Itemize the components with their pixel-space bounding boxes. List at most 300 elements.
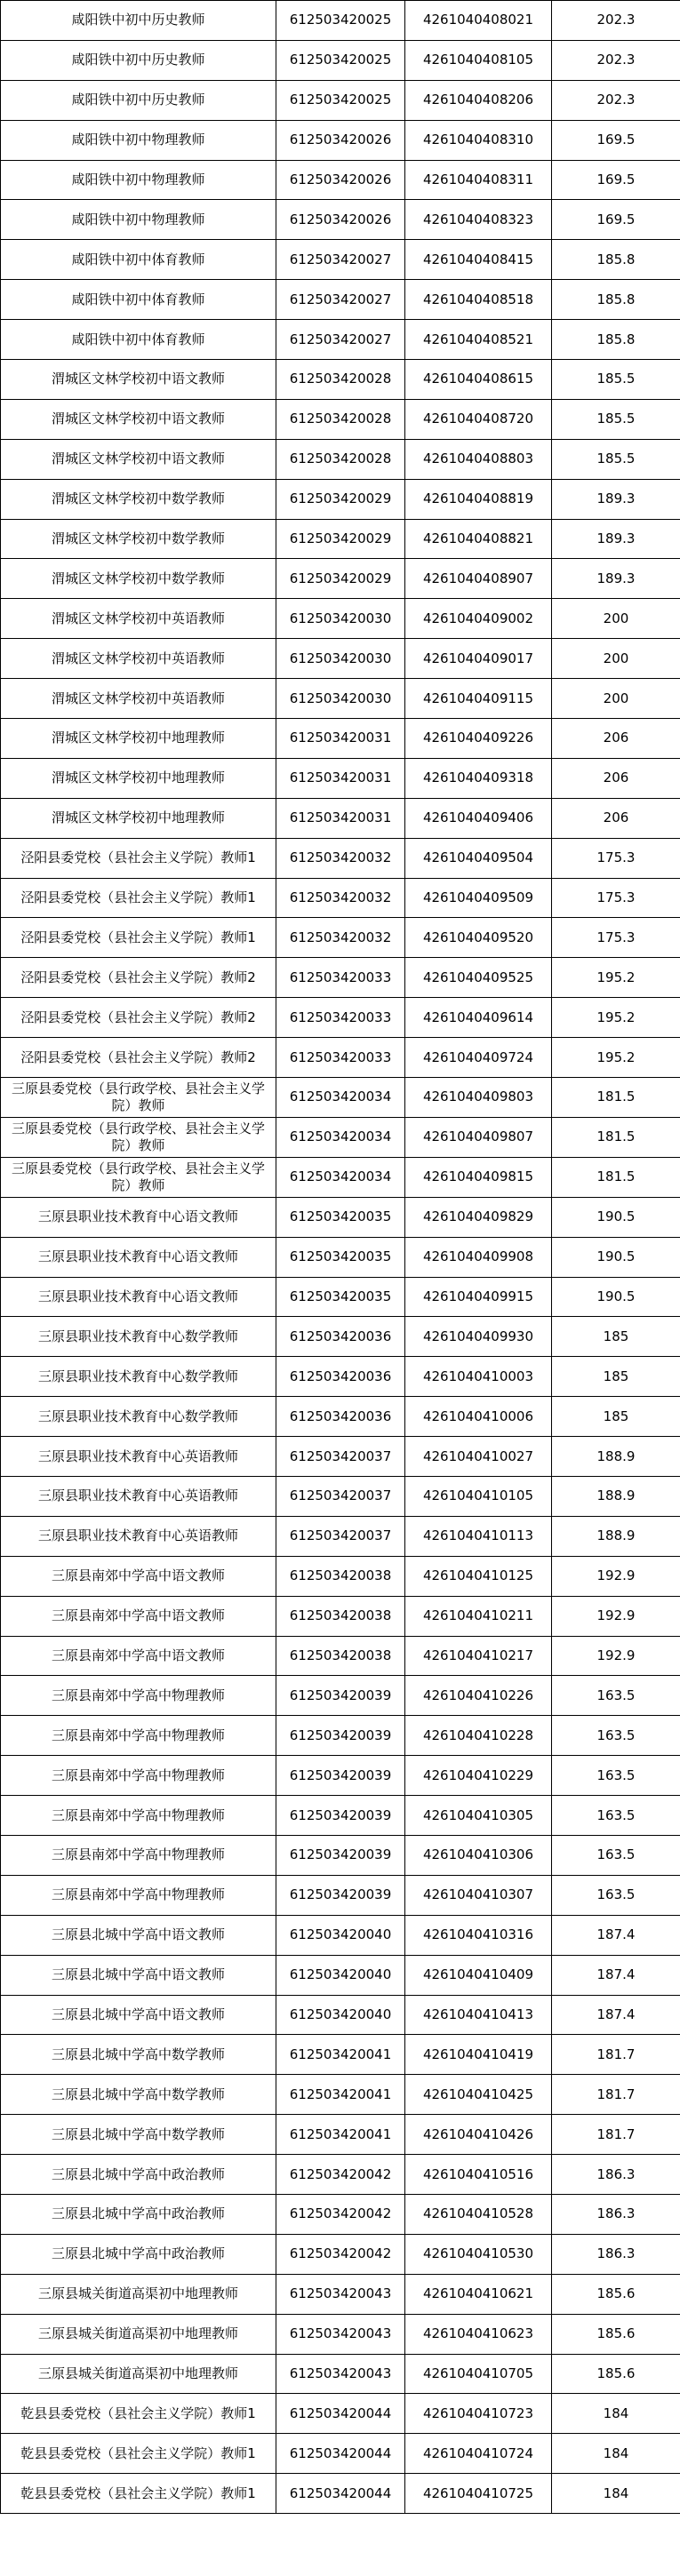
position-cell: 渭城区文林学校初中数学教师 bbox=[1, 479, 276, 519]
score-cell: 200 bbox=[552, 639, 680, 679]
position-code-cell: 612503420034 bbox=[276, 1157, 405, 1197]
score-cell: 186.3 bbox=[552, 2234, 680, 2274]
table-row bbox=[1, 1476, 680, 1516]
table-row bbox=[1, 2274, 680, 2314]
score-cell: 192.9 bbox=[552, 1556, 680, 1596]
position-cell: 渭城区文林学校初中语文教师 bbox=[1, 360, 276, 400]
exam-number-cell: 4261040409504 bbox=[405, 838, 552, 878]
table-row bbox=[1, 2354, 680, 2394]
position-code-cell: 612503420043 bbox=[276, 2274, 405, 2314]
table-row bbox=[1, 679, 680, 719]
position-cell: 三原县职业技术教育中心数学教师 bbox=[1, 1357, 276, 1397]
position-cell: 乾县县委党校（县社会主义学院）教师1 bbox=[1, 2394, 276, 2434]
table-row bbox=[1, 1915, 680, 1955]
position-code-cell: 612503420029 bbox=[276, 479, 405, 519]
position-code-cell: 612503420030 bbox=[276, 639, 405, 679]
position-code-cell: 612503420030 bbox=[276, 679, 405, 719]
table-row bbox=[1, 998, 680, 1038]
score-cell: 185 bbox=[552, 1397, 680, 1437]
position-code-cell: 612503420042 bbox=[276, 2155, 405, 2195]
position-cell: 三原县职业技术教育中心英语教师 bbox=[1, 1516, 276, 1556]
position-cell: 三原县北城中学高中数学教师 bbox=[1, 2115, 276, 2155]
table-row bbox=[1, 1078, 680, 1118]
exam-number-cell: 4261040410305 bbox=[405, 1796, 552, 1836]
score-cell: 185.8 bbox=[552, 280, 680, 320]
table-row bbox=[1, 1556, 680, 1596]
position-code-cell: 612503420037 bbox=[276, 1437, 405, 1477]
exam-number-cell: 4261040410419 bbox=[405, 2035, 552, 2075]
score-cell: 189.3 bbox=[552, 559, 680, 599]
position-code-cell: 612503420028 bbox=[276, 439, 405, 479]
table-row bbox=[1, 918, 680, 958]
table-row bbox=[1, 1955, 680, 1995]
exam-number-cell: 4261040409908 bbox=[405, 1237, 552, 1277]
position-cell: 三原县南郊中学高中语文教师 bbox=[1, 1556, 276, 1596]
table-row bbox=[1, 1716, 680, 1756]
position-code-cell: 612503420036 bbox=[276, 1397, 405, 1437]
score-cell: 206 bbox=[552, 719, 680, 759]
position-cell: 渭城区文林学校初中英语教师 bbox=[1, 679, 276, 719]
table-row bbox=[1, 1277, 680, 1317]
position-code-cell: 612503420041 bbox=[276, 2035, 405, 2075]
table-row bbox=[1, 639, 680, 679]
exam-number-cell: 4261040409807 bbox=[405, 1117, 552, 1157]
position-cell: 渭城区文林学校初中地理教师 bbox=[1, 719, 276, 759]
exam-number-cell: 4261040409002 bbox=[405, 599, 552, 639]
position-cell: 渭城区文林学校初中英语教师 bbox=[1, 599, 276, 639]
score-cell: 188.9 bbox=[552, 1476, 680, 1516]
score-cell: 186.3 bbox=[552, 2194, 680, 2234]
position-code-cell: 612503420042 bbox=[276, 2194, 405, 2234]
position-cell: 三原县北城中学高中政治教师 bbox=[1, 2155, 276, 2195]
exam-number-cell: 4261040410425 bbox=[405, 2075, 552, 2115]
position-code-cell: 612503420038 bbox=[276, 1636, 405, 1676]
position-code-cell: 612503420036 bbox=[276, 1317, 405, 1357]
position-cell: 泾阳县委党校（县社会主义学院）教师2 bbox=[1, 1038, 276, 1078]
score-cell: 192.9 bbox=[552, 1596, 680, 1636]
position-cell: 三原县北城中学高中数学教师 bbox=[1, 2075, 276, 2115]
exam-number-cell: 4261040410426 bbox=[405, 2115, 552, 2155]
position-code-cell: 612503420040 bbox=[276, 1915, 405, 1955]
position-code-cell: 612503420028 bbox=[276, 360, 405, 400]
position-cell: 咸阳铁中初中物理教师 bbox=[1, 200, 276, 240]
table-row bbox=[1, 1835, 680, 1875]
position-code-cell: 612503420032 bbox=[276, 838, 405, 878]
score-cell: 185.5 bbox=[552, 360, 680, 400]
table-row bbox=[1, 1596, 680, 1636]
exam-number-cell: 4261040408206 bbox=[405, 80, 552, 120]
score-cell: 185.8 bbox=[552, 240, 680, 280]
position-cell: 三原县南郊中学高中语文教师 bbox=[1, 1596, 276, 1636]
table-row bbox=[1, 280, 680, 320]
position-cell: 三原县南郊中学高中物理教师 bbox=[1, 1756, 276, 1796]
exam-number-cell: 4261040408415 bbox=[405, 240, 552, 280]
position-code-cell: 612503420029 bbox=[276, 559, 405, 599]
table-row bbox=[1, 200, 680, 240]
exam-number-cell: 4261040409614 bbox=[405, 998, 552, 1038]
table-row bbox=[1, 719, 680, 759]
score-cell: 185.6 bbox=[552, 2274, 680, 2314]
exam-number-cell: 4261040408323 bbox=[405, 200, 552, 240]
score-cell: 169.5 bbox=[552, 200, 680, 240]
position-cell: 三原县北城中学高中政治教师 bbox=[1, 2194, 276, 2234]
position-cell: 三原县职业技术教育中心语文教师 bbox=[1, 1277, 276, 1317]
exam-number-cell: 4261040409930 bbox=[405, 1317, 552, 1357]
table-row bbox=[1, 2394, 680, 2434]
exam-number-cell: 4261040409017 bbox=[405, 639, 552, 679]
position-code-cell: 612503420025 bbox=[276, 80, 405, 120]
exam-number-cell: 4261040410623 bbox=[405, 2314, 552, 2354]
position-code-cell: 612503420027 bbox=[276, 320, 405, 360]
position-cell: 三原县职业技术教育中心数学教师 bbox=[1, 1397, 276, 1437]
score-cell: 206 bbox=[552, 758, 680, 798]
score-cell: 181.5 bbox=[552, 1157, 680, 1197]
position-cell: 三原县委党校（县行政学校、县社会主义学院）教师 bbox=[1, 1117, 276, 1157]
position-cell: 三原县城关街道高渠初中地理教师 bbox=[1, 2354, 276, 2394]
position-cell: 三原县城关街道高渠初中地理教师 bbox=[1, 2274, 276, 2314]
table-row bbox=[1, 1516, 680, 1556]
exam-number-cell: 4261040410027 bbox=[405, 1437, 552, 1477]
score-cell: 195.2 bbox=[552, 998, 680, 1038]
position-code-cell: 612503420039 bbox=[276, 1716, 405, 1756]
position-cell: 三原县南郊中学高中物理教师 bbox=[1, 1875, 276, 1915]
table-row bbox=[1, 80, 680, 120]
score-cell: 181.7 bbox=[552, 2075, 680, 2115]
table-row bbox=[1, 1357, 680, 1397]
position-code-cell: 612503420025 bbox=[276, 1, 405, 41]
position-code-cell: 612503420027 bbox=[276, 240, 405, 280]
position-code-cell: 612503420036 bbox=[276, 1357, 405, 1397]
position-cell: 三原县北城中学高中政治教师 bbox=[1, 2234, 276, 2274]
table-row bbox=[1, 240, 680, 280]
score-cell: 200 bbox=[552, 679, 680, 719]
table-row bbox=[1, 2434, 680, 2474]
position-code-cell: 612503420041 bbox=[276, 2075, 405, 2115]
position-cell: 三原县南郊中学高中语文教师 bbox=[1, 1636, 276, 1676]
exam-number-cell: 4261040408615 bbox=[405, 360, 552, 400]
exam-number-cell: 4261040410409 bbox=[405, 1955, 552, 1995]
score-cell: 188.9 bbox=[552, 1516, 680, 1556]
position-cell: 三原县北城中学高中语文教师 bbox=[1, 1955, 276, 1995]
exam-number-cell: 4261040409915 bbox=[405, 1277, 552, 1317]
exam-number-cell: 4261040409803 bbox=[405, 1078, 552, 1118]
score-cell: 181.7 bbox=[552, 2035, 680, 2075]
score-cell: 163.5 bbox=[552, 1756, 680, 1796]
table-row bbox=[1, 2234, 680, 2274]
position-code-cell: 612503420035 bbox=[276, 1237, 405, 1277]
score-cell: 163.5 bbox=[552, 1835, 680, 1875]
position-code-cell: 612503420033 bbox=[276, 1038, 405, 1078]
score-cell: 185 bbox=[552, 1357, 680, 1397]
position-code-cell: 612503420032 bbox=[276, 918, 405, 958]
position-cell: 三原县南郊中学高中物理教师 bbox=[1, 1676, 276, 1716]
table-row bbox=[1, 2115, 680, 2155]
position-code-cell: 612503420025 bbox=[276, 40, 405, 80]
position-code-cell: 612503420044 bbox=[276, 2434, 405, 2474]
position-code-cell: 612503420038 bbox=[276, 1556, 405, 1596]
table-row bbox=[1, 2314, 680, 2354]
position-code-cell: 612503420037 bbox=[276, 1476, 405, 1516]
score-cell: 163.5 bbox=[552, 1676, 680, 1716]
position-cell: 渭城区文林学校初中地理教师 bbox=[1, 758, 276, 798]
score-cell: 185.5 bbox=[552, 439, 680, 479]
position-cell: 咸阳铁中初中体育教师 bbox=[1, 320, 276, 360]
position-cell: 渭城区文林学校初中地理教师 bbox=[1, 798, 276, 838]
exam-number-cell: 4261040408803 bbox=[405, 439, 552, 479]
table-row bbox=[1, 1796, 680, 1836]
score-cell: 202.3 bbox=[552, 1, 680, 41]
exam-number-cell: 4261040410226 bbox=[405, 1676, 552, 1716]
exam-number-cell: 4261040409520 bbox=[405, 918, 552, 958]
score-cell: 190.5 bbox=[552, 1237, 680, 1277]
table-row bbox=[1, 798, 680, 838]
position-cell: 乾县县委党校（县社会主义学院）教师1 bbox=[1, 2474, 276, 2514]
position-code-cell: 612503420044 bbox=[276, 2474, 405, 2514]
position-code-cell: 612503420029 bbox=[276, 519, 405, 559]
score-cell: 195.2 bbox=[552, 1038, 680, 1078]
exam-number-cell: 4261040410006 bbox=[405, 1397, 552, 1437]
table-row bbox=[1, 40, 680, 80]
score-cell: 192.9 bbox=[552, 1636, 680, 1676]
position-code-cell: 612503420040 bbox=[276, 1955, 405, 1995]
exam-number-cell: 4261040410003 bbox=[405, 1357, 552, 1397]
position-code-cell: 612503420033 bbox=[276, 958, 405, 998]
score-cell: 185.6 bbox=[552, 2314, 680, 2354]
table-row bbox=[1, 360, 680, 400]
exam-number-cell: 4261040410217 bbox=[405, 1636, 552, 1676]
position-code-cell: 612503420032 bbox=[276, 878, 405, 918]
exam-number-cell: 4261040408311 bbox=[405, 160, 552, 200]
table-row bbox=[1, 599, 680, 639]
table-row bbox=[1, 320, 680, 360]
table-row bbox=[1, 2075, 680, 2115]
score-cell: 202.3 bbox=[552, 80, 680, 120]
exam-number-cell: 4261040410316 bbox=[405, 1915, 552, 1955]
score-cell: 185.8 bbox=[552, 320, 680, 360]
table-row bbox=[1, 160, 680, 200]
position-cell: 咸阳铁中初中物理教师 bbox=[1, 120, 276, 160]
position-code-cell: 612503420038 bbox=[276, 1596, 405, 1636]
score-cell: 189.3 bbox=[552, 519, 680, 559]
position-code-cell: 612503420044 bbox=[276, 2394, 405, 2434]
position-cell: 泾阳县委党校（县社会主义学院）教师1 bbox=[1, 838, 276, 878]
score-cell: 188.9 bbox=[552, 1437, 680, 1477]
score-cell: 185 bbox=[552, 1317, 680, 1357]
table-row bbox=[1, 1237, 680, 1277]
exam-number-cell: 4261040410723 bbox=[405, 2394, 552, 2434]
table-row bbox=[1, 1117, 680, 1157]
position-cell: 三原县北城中学高中数学教师 bbox=[1, 2035, 276, 2075]
exam-number-cell: 4261040408821 bbox=[405, 519, 552, 559]
score-cell: 206 bbox=[552, 798, 680, 838]
table-row bbox=[1, 1995, 680, 2035]
score-cell: 186.3 bbox=[552, 2155, 680, 2195]
position-cell: 三原县职业技术教育中心英语教师 bbox=[1, 1476, 276, 1516]
table-row bbox=[1, 1676, 680, 1716]
position-code-cell: 612503420041 bbox=[276, 2115, 405, 2155]
score-cell: 175.3 bbox=[552, 918, 680, 958]
exam-number-cell: 4261040410113 bbox=[405, 1516, 552, 1556]
position-cell: 咸阳铁中初中历史教师 bbox=[1, 1, 276, 41]
exam-number-cell: 4261040410516 bbox=[405, 2155, 552, 2195]
exam-number-cell: 4261040408720 bbox=[405, 399, 552, 439]
score-cell: 187.4 bbox=[552, 1955, 680, 1995]
exam-number-cell: 4261040410211 bbox=[405, 1596, 552, 1636]
position-cell: 三原县委党校（县行政学校、县社会主义学院）教师 bbox=[1, 1078, 276, 1118]
score-cell: 181.7 bbox=[552, 2115, 680, 2155]
position-cell: 三原县城关街道高渠初中地理教师 bbox=[1, 2314, 276, 2354]
score-cell: 169.5 bbox=[552, 160, 680, 200]
table-row bbox=[1, 1756, 680, 1796]
exam-number-cell: 4261040408907 bbox=[405, 559, 552, 599]
position-cell: 咸阳铁中初中物理教师 bbox=[1, 160, 276, 200]
table-row bbox=[1, 2474, 680, 2514]
table-row bbox=[1, 958, 680, 998]
position-cell: 渭城区文林学校初中语文教师 bbox=[1, 439, 276, 479]
position-cell: 三原县南郊中学高中物理教师 bbox=[1, 1835, 276, 1875]
exam-number-cell: 4261040408819 bbox=[405, 479, 552, 519]
score-cell: 189.3 bbox=[552, 479, 680, 519]
position-code-cell: 612503420034 bbox=[276, 1117, 405, 1157]
position-cell: 三原县职业技术教育中心语文教师 bbox=[1, 1197, 276, 1237]
exam-number-cell: 4261040409406 bbox=[405, 798, 552, 838]
position-code-cell: 612503420028 bbox=[276, 399, 405, 439]
position-code-cell: 612503420033 bbox=[276, 998, 405, 1038]
exam-number-cell: 4261040409509 bbox=[405, 878, 552, 918]
exam-number-cell: 4261040408310 bbox=[405, 120, 552, 160]
table-row bbox=[1, 1157, 680, 1197]
position-code-cell: 612503420039 bbox=[276, 1835, 405, 1875]
position-cell: 渭城区文林学校初中数学教师 bbox=[1, 519, 276, 559]
position-cell: 三原县职业技术教育中心英语教师 bbox=[1, 1437, 276, 1477]
table-row bbox=[1, 1636, 680, 1676]
position-code-cell: 612503420039 bbox=[276, 1676, 405, 1716]
position-code-cell: 612503420034 bbox=[276, 1078, 405, 1118]
table-row bbox=[1, 559, 680, 599]
position-code-cell: 612503420035 bbox=[276, 1197, 405, 1237]
position-cell: 三原县职业技术教育中心数学教师 bbox=[1, 1317, 276, 1357]
position-cell: 泾阳县委党校（县社会主义学院）教师1 bbox=[1, 918, 276, 958]
table-row bbox=[1, 2194, 680, 2234]
score-cell: 169.5 bbox=[552, 120, 680, 160]
position-code-cell: 612503420026 bbox=[276, 200, 405, 240]
table-row bbox=[1, 1317, 680, 1357]
table-row bbox=[1, 1197, 680, 1237]
position-cell: 泾阳县委党校（县社会主义学院）教师1 bbox=[1, 878, 276, 918]
position-code-cell: 612503420039 bbox=[276, 1756, 405, 1796]
exam-number-cell: 4261040408518 bbox=[405, 280, 552, 320]
position-cell: 咸阳铁中初中体育教师 bbox=[1, 240, 276, 280]
position-code-cell: 612503420043 bbox=[276, 2314, 405, 2354]
exam-number-cell: 4261040408021 bbox=[405, 1, 552, 41]
position-cell: 三原县南郊中学高中物理教师 bbox=[1, 1716, 276, 1756]
table-row bbox=[1, 758, 680, 798]
table-row bbox=[1, 838, 680, 878]
exam-number-cell: 4261040410621 bbox=[405, 2274, 552, 2314]
score-cell: 175.3 bbox=[552, 838, 680, 878]
table-row bbox=[1, 878, 680, 918]
position-cell: 泾阳县委党校（县社会主义学院）教师2 bbox=[1, 998, 276, 1038]
exam-number-cell: 4261040409318 bbox=[405, 758, 552, 798]
position-cell: 渭城区文林学校初中英语教师 bbox=[1, 639, 276, 679]
position-cell: 三原县职业技术教育中心语文教师 bbox=[1, 1237, 276, 1277]
exam-number-cell: 4261040409226 bbox=[405, 719, 552, 759]
table-row bbox=[1, 1038, 680, 1078]
exam-number-cell: 4261040410125 bbox=[405, 1556, 552, 1596]
position-code-cell: 612503420040 bbox=[276, 1995, 405, 2035]
score-cell: 195.2 bbox=[552, 958, 680, 998]
position-cell: 三原县委党校（县行政学校、县社会主义学院）教师 bbox=[1, 1157, 276, 1197]
table-row bbox=[1, 2155, 680, 2195]
position-cell: 咸阳铁中初中体育教师 bbox=[1, 280, 276, 320]
exam-number-cell: 4261040408521 bbox=[405, 320, 552, 360]
position-code-cell: 612503420043 bbox=[276, 2354, 405, 2394]
exam-number-cell: 4261040410306 bbox=[405, 1835, 552, 1875]
score-cell: 200 bbox=[552, 599, 680, 639]
score-cell: 187.4 bbox=[552, 1995, 680, 2035]
position-code-cell: 612503420039 bbox=[276, 1796, 405, 1836]
score-cell: 175.3 bbox=[552, 878, 680, 918]
exam-number-cell: 4261040410228 bbox=[405, 1716, 552, 1756]
exam-number-cell: 4261040408105 bbox=[405, 40, 552, 80]
position-cell: 三原县北城中学高中语文教师 bbox=[1, 1995, 276, 2035]
score-cell: 184 bbox=[552, 2434, 680, 2474]
table-row bbox=[1, 1437, 680, 1477]
position-cell: 咸阳铁中初中历史教师 bbox=[1, 40, 276, 80]
exam-number-cell: 4261040410705 bbox=[405, 2354, 552, 2394]
exam-number-cell: 4261040409815 bbox=[405, 1157, 552, 1197]
exam-number-cell: 4261040409115 bbox=[405, 679, 552, 719]
table-row bbox=[1, 439, 680, 479]
exam-number-cell: 4261040410724 bbox=[405, 2434, 552, 2474]
position-cell: 乾县县委党校（县社会主义学院）教师1 bbox=[1, 2434, 276, 2474]
score-cell: 163.5 bbox=[552, 1716, 680, 1756]
score-cell: 185.6 bbox=[552, 2354, 680, 2394]
position-code-cell: 612503420035 bbox=[276, 1277, 405, 1317]
score-cell: 185.5 bbox=[552, 399, 680, 439]
table-row bbox=[1, 2035, 680, 2075]
results-table-body bbox=[1, 1, 680, 2514]
score-cell: 202.3 bbox=[552, 40, 680, 80]
exam-number-cell: 4261040410307 bbox=[405, 1875, 552, 1915]
position-code-cell: 612503420031 bbox=[276, 719, 405, 759]
table-row bbox=[1, 1875, 680, 1915]
position-code-cell: 612503420027 bbox=[276, 280, 405, 320]
position-cell: 三原县北城中学高中语文教师 bbox=[1, 1915, 276, 1955]
table-row bbox=[1, 1, 680, 41]
score-cell: 163.5 bbox=[552, 1875, 680, 1915]
score-cell: 184 bbox=[552, 2474, 680, 2514]
score-cell: 190.5 bbox=[552, 1277, 680, 1317]
exam-number-cell: 4261040410229 bbox=[405, 1756, 552, 1796]
position-code-cell: 612503420039 bbox=[276, 1875, 405, 1915]
position-code-cell: 612503420026 bbox=[276, 120, 405, 160]
exam-number-cell: 4261040410530 bbox=[405, 2234, 552, 2274]
position-cell: 渭城区文林学校初中语文教师 bbox=[1, 399, 276, 439]
exam-number-cell: 4261040410725 bbox=[405, 2474, 552, 2514]
table-row bbox=[1, 120, 680, 160]
position-cell: 三原县南郊中学高中物理教师 bbox=[1, 1796, 276, 1836]
position-code-cell: 612503420030 bbox=[276, 599, 405, 639]
position-cell: 渭城区文林学校初中数学教师 bbox=[1, 559, 276, 599]
table-row bbox=[1, 1397, 680, 1437]
table-row bbox=[1, 479, 680, 519]
exam-number-cell: 4261040409525 bbox=[405, 958, 552, 998]
exam-number-cell: 4261040410105 bbox=[405, 1476, 552, 1516]
exam-number-cell: 4261040410413 bbox=[405, 1995, 552, 2035]
table-row bbox=[1, 399, 680, 439]
exam-number-cell: 4261040409829 bbox=[405, 1197, 552, 1237]
